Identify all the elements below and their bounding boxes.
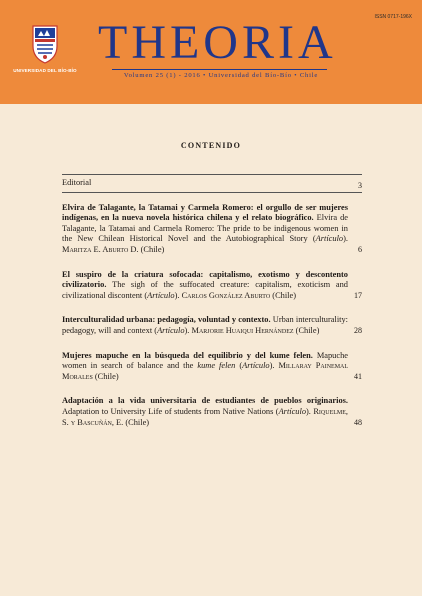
- toc-divider: [62, 192, 362, 193]
- issn-label: ISSN 0717-196X: [374, 14, 412, 20]
- toc-entry-1[interactable]: Elvira de Talagante, la Tatamai y Carmela Romero: el orgullo de ser mujeres indígenas, en la nueva novela histórica chilena y el relato biográfico. Elvira de Talagante, la Tatamai and Carmela Romero: The pride to be indigenous women in the New Chilean Historical Novel and the Autobiographical Story (Artículo). Maritza E. Aburto D. (Chile) 6: [62, 202, 362, 254]
- entry-author: Maritza E. Aburto D.: [62, 244, 139, 254]
- entry-type: Artículo: [278, 406, 307, 416]
- university-name: UNIVERSIDAD DEL BÍO-BÍO: [13, 68, 77, 73]
- cover-header: [0, 0, 422, 104]
- university-logo: [8, 24, 82, 80]
- entry-title: Elvira de Talagante, la Tatamai y Carmela Romero: el orgullo de ser mujeres indígenas, en la nueva novela histórica chilena y el relato biográfico.: [62, 202, 348, 223]
- entry-author: Carlos González Aburto: [181, 290, 271, 300]
- entry-type: Artículo: [157, 325, 185, 335]
- entry-english-italic: kume felen: [197, 361, 236, 371]
- entry-title: Interculturalidad urbana: pedagogía, voluntad y contexto.: [62, 315, 271, 325]
- entry-english-title: Urban interculturality: pedagogy, will and context: [62, 315, 348, 335]
- entry-author: Riquelme, S. y Bascuñán, E.: [62, 406, 348, 427]
- page-number: 48: [354, 417, 362, 427]
- shield-emblem-icon: [32, 24, 58, 64]
- entry-country: (Chile): [125, 417, 150, 427]
- entry-country: (Chile): [140, 244, 165, 254]
- contents-heading: CONTENIDO: [180, 141, 242, 150]
- entry-type: Artículo: [315, 234, 344, 244]
- entry-title: El suspiro de la criatura sofocada: capitalismo, exotismo y descontento civilizatorio.: [62, 269, 348, 290]
- page-number: 41: [354, 371, 362, 381]
- entry-country: (Chile): [295, 325, 320, 335]
- entry-english-title: Elvira de Talagante, la Tatamai and Carmela Romero: The pride to be indigenous women in the New Chilean Historical Novel and the Autobiographical Story: [62, 213, 349, 244]
- entry-title: Adaptación a la vida universitaria de estudiantes de pueblos originarios.: [62, 396, 348, 406]
- entry-author: Marjorie Huaiqui Hernández: [191, 325, 294, 335]
- page-number: 3: [358, 181, 362, 190]
- toc-entry-4[interactable]: Mujeres mapuche en la búsqueda del equilibrio y del kume felen. Mapuche women in search of balance and the kume felen (Artículo). Millaray Painemal Morales (Chile) 41: [62, 350, 362, 381]
- entry-type: Artículo: [147, 290, 175, 300]
- page-number: 6: [358, 244, 362, 254]
- entry-author: Millaray Painemal Morales: [62, 361, 349, 381]
- page-number: 28: [354, 325, 362, 335]
- entry-english-title: The sigh of the suffocated creature: capitalism, exoticism and civilizational discontent: [62, 280, 348, 300]
- entry-label: Editorial: [62, 178, 92, 187]
- toc-entry-5[interactable]: Adaptación a la vida universitaria de estudiantes de pueblos originarios. Adaptation to University Life of students from Native Nations (Artículo). Riquelme, S. y Bascuñán, E. (Chile) 48: [62, 396, 362, 427]
- toc-entry-3[interactable]: Interculturalidad urbana: pedagogía, voluntad y contexto. Urban interculturality: pedagogy, will and context (Artículo). Marjorie Huaiqui Hernández (Chile) 28: [62, 315, 362, 335]
- toc-entry-editorial[interactable]: [62, 175, 362, 192]
- entry-type: Artículo: [242, 361, 270, 371]
- journal-title: THEORIA: [98, 16, 337, 69]
- entry-country: (Chile): [272, 290, 297, 300]
- entry-english-title: Mapuche women in search of balance and the: [62, 350, 348, 371]
- table-of-contents: [62, 174, 362, 428]
- entry-english-title: Adaptation to University Life of students from Native Nations: [62, 406, 274, 416]
- title-rule: [112, 69, 327, 70]
- toc-entry-2[interactable]: El suspiro de la criatura sofocada: capitalismo, exotismo y descontento civilizatorio. The sigh of the suffocated creature: capitalism, exoticism and civilizational discontent (Artículo). Carlos González Aburto (Chile) 17: [62, 269, 362, 300]
- entry-country: (Chile): [94, 371, 119, 381]
- volume-line: Volumen 25 (1) - 2016 • Universidad del Bío-Bío • Chile: [123, 72, 319, 79]
- entry-title: Mujeres mapuche en la búsqueda del equilibrio y del kume felen.: [62, 350, 313, 360]
- page-number: 17: [354, 290, 362, 300]
